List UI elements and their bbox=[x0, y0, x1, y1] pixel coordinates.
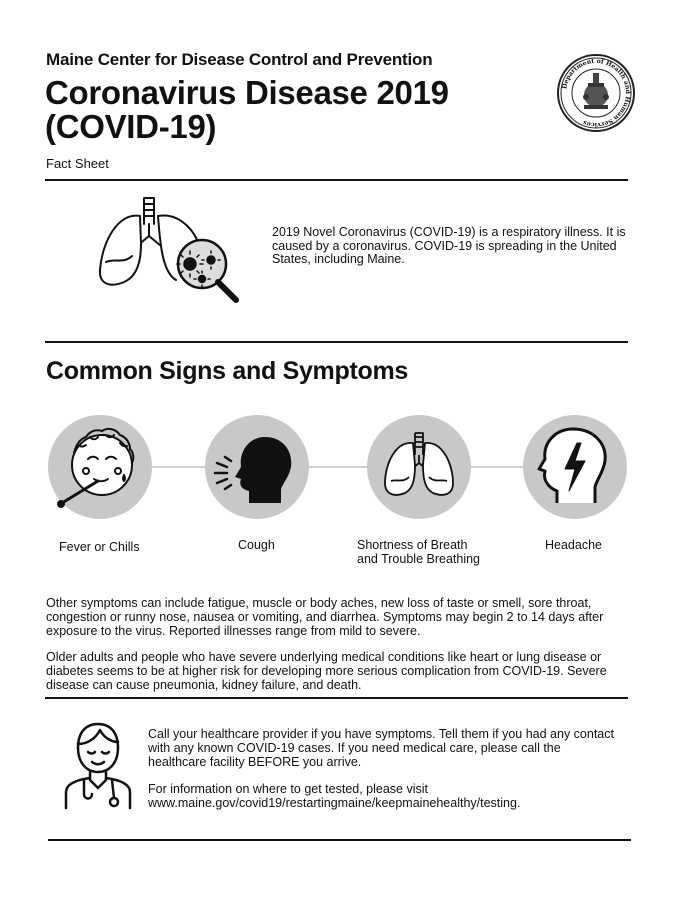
title-line-1: Coronavirus Disease 2019 bbox=[45, 74, 449, 111]
cough-head-icon bbox=[205, 415, 309, 519]
page-title bbox=[45, 76, 449, 144]
risk-divider bbox=[45, 697, 628, 699]
title-line-2: (COVID-19) bbox=[45, 108, 217, 145]
risk-paragraph: Older adults and people who have severe underlying medical conditions like heart or lung disease or diabetes seems to be at higher risk for developing more serious complication from COVID-19. Severe disease can cause pneumonia, kidney failure, and death. bbox=[46, 650, 607, 692]
symptom-circle-breath bbox=[367, 415, 471, 519]
symptoms-connector-line bbox=[100, 466, 576, 468]
symptoms-heading: Common Signs and Symptoms bbox=[46, 357, 408, 385]
symptom-label-breath-line2: and Trouble Breathing bbox=[357, 552, 481, 566]
lungs-magnifier-icon bbox=[96, 192, 246, 312]
headache-icon bbox=[523, 415, 627, 519]
page-subtitle: Fact Sheet bbox=[46, 156, 109, 171]
testing-info-link[interactable]: www.maine.gov/covid19/restartingmaine/keepmainehealthy/testing. bbox=[148, 796, 521, 810]
testing-info bbox=[148, 782, 618, 810]
call-provider-text: Call your healthcare provider if you have symptoms. Tell them if you had any contact with any known COVID-19 cases. If you need medical care, please call the healthcare facility BEFORE you arrive. bbox=[148, 727, 614, 769]
intro-text: 2019 Novel Coronavirus (COVID-19) is a respiratory illness. It is caused by a coronavirus. COVID-19 is spreading in the United States, including Maine. bbox=[272, 225, 626, 266]
maine-dhhs-seal-icon bbox=[556, 53, 636, 133]
symptom-label-fever: Fever or Chills bbox=[59, 540, 140, 554]
symptom-circle-fever bbox=[48, 415, 152, 519]
other-symptoms-paragraph: Other symptoms can include fatigue, muscle or body aches, new loss of taste or smell, sore throat, congestion or runny nose, nausea or vomiting, and diarrhea. Symptoms may begin 2 to 14 days after exposure to the virus. Reported illnesses range from mild to severe. bbox=[46, 596, 604, 638]
symptom-circle-headache bbox=[523, 415, 627, 519]
testing-info-text: For information on where to get tested, please visit bbox=[148, 782, 429, 796]
symptom-label-headache: Headache bbox=[545, 538, 602, 552]
seal-text: Department of Health and Human Services bbox=[561, 57, 632, 129]
footer-divider bbox=[48, 839, 631, 841]
doctor-icon bbox=[62, 718, 134, 810]
symptom-label-breath bbox=[357, 538, 480, 566]
fever-face-icon bbox=[48, 415, 152, 519]
symptom-label-breath-line1: Shortness of Breath bbox=[357, 538, 468, 552]
header-divider bbox=[45, 179, 628, 181]
organization-name: Maine Center for Disease Control and Prevention bbox=[46, 50, 433, 69]
lungs-icon bbox=[367, 415, 471, 519]
symptom-label-cough: Cough bbox=[238, 538, 275, 552]
intro-divider bbox=[45, 341, 628, 343]
symptom-circle-cough bbox=[205, 415, 309, 519]
